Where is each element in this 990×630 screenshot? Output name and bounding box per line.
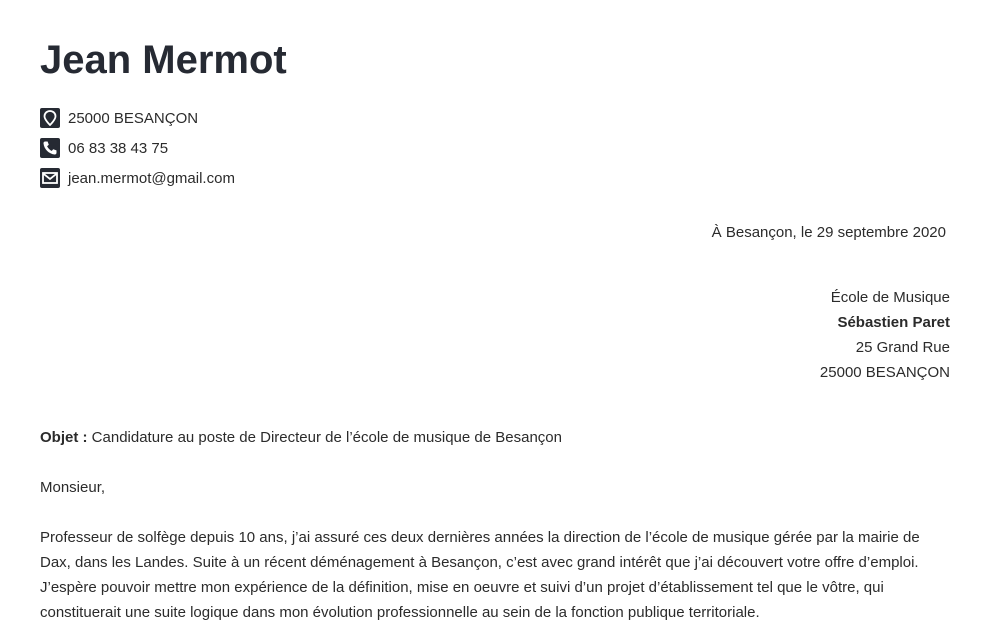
subject-text: Candidature au poste de Directeur de l’école de musique de Besançon <box>91 429 562 446</box>
subject-label: Objet : <box>40 429 88 446</box>
envelope-icon <box>40 168 60 188</box>
letter-subject <box>40 428 562 448</box>
recipient-street: 25 Grand Rue <box>855 339 950 356</box>
letter-date: À Besançon, le 29 septembre 2020 <box>711 224 946 241</box>
recipient-block <box>820 285 950 385</box>
contact-address <box>40 108 198 128</box>
contact-phone <box>40 138 168 158</box>
contact-phone-text: 06 83 38 43 75 <box>68 139 169 157</box>
applicant-name: Jean Mermot <box>40 38 287 82</box>
contact-email-text[interactable]: jean.mermot@gmail.com <box>68 169 235 187</box>
recipient-organization: École de Musique <box>830 289 950 306</box>
recipient-city: 25000 BESANÇON <box>819 364 950 381</box>
letter-greeting: Monsieur, <box>40 479 106 496</box>
contact-address-text: 25000 BESANÇON <box>68 109 199 127</box>
location-pin-icon <box>40 108 60 128</box>
contact-email <box>40 168 235 188</box>
recipient-name: Sébastien Paret <box>837 314 950 331</box>
letter-body-paragraph: Professeur de solfège depuis 10 ans, j’ai assuré ces deux dernières années la direction de l’école de musique gérée par la mairie de Dax, dans les Landes. Suite à un récent déménagement à Besançon, c’est avec grand intérêt que j’ai découvert votre offre d’emploi. J’espère pouvoir mettre mon expérience de la définition, mise en oeuvre et suivi d’un projet d’établissement tel que le vôtre, qui constituerait une suite logique dans mon évolution professionnelle au sein de la fonction publique territoriale. <box>40 529 920 621</box>
phone-icon <box>40 138 60 158</box>
